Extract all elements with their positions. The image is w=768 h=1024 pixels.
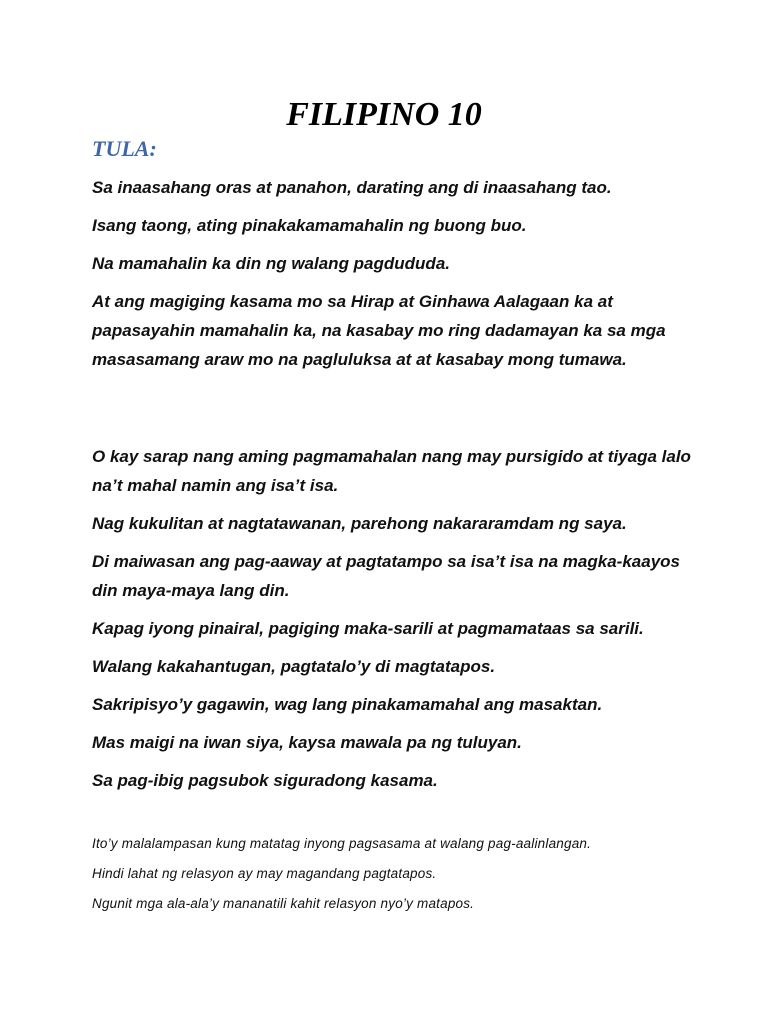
poem-line: Walang kakahantugan, pagtatalo’y di magtatapos. bbox=[92, 657, 496, 676]
closing-line: Hindi lahat ng relasyon ay may magandang pagtatapos. bbox=[92, 866, 437, 881]
poem-line: Isang taong, ating pinakakamamahalin ng buong buo. bbox=[92, 216, 527, 235]
section-heading: TULA: bbox=[92, 136, 157, 161]
poem-stanza-1 bbox=[92, 173, 692, 383]
page-title: FILIPINO 10 bbox=[286, 96, 482, 133]
closing-line: Ngunit mga ala-ala’y mananatili kahit relasyon nyo’y matapos. bbox=[92, 896, 475, 911]
poem-line: Kapag iyong pinairal, pagiging maka-sarili at pagmamataas sa sarili. bbox=[92, 619, 644, 638]
poem-line: At ang magiging kasama mo sa Hirap at Ginhawa Aalagaan ka at papasayahin mamahalin ka, na kasabay mo ring dadamayan ka sa mga masasamang araw mo na pagluluksa at at kasabay mong tumawa. bbox=[92, 292, 666, 369]
poem-line: Di maiwasan ang pag-aaway at pagtatampo sa isa’t isa na magka-kaayos din maya-maya lang din. bbox=[92, 552, 680, 600]
poem-line: Mas maigi na iwan siya, kaysa mawala pa ng tuluyan. bbox=[92, 733, 522, 752]
poem-line: Sa pag-ibig pagsubok siguradong kasama. bbox=[92, 771, 438, 790]
poem-line: Sa inaasahang oras at panahon, darating ang di inaasahang tao. bbox=[92, 178, 612, 197]
poem-line: Sakripisyo’y gagawin, wag lang pinakamamahal ang masaktan. bbox=[92, 695, 603, 714]
closing-lines bbox=[92, 834, 712, 924]
closing-line: Ito’y malalampasan kung matatag inyong pagsasama at walang pag-aalinlangan. bbox=[92, 836, 592, 851]
poem-line: Nag kukulitan at nagtatawanan, parehong nakararamdam ng saya. bbox=[92, 514, 627, 533]
poem-line: O kay sarap nang aming pagmamahalan nang may pursigido at tiyaga lalo na’t mahal namin ang isa’t isa. bbox=[92, 447, 691, 495]
poem-stanza-2 bbox=[92, 442, 692, 804]
poem-line: Na mamahalin ka din ng walang pagdududa. bbox=[92, 254, 450, 273]
